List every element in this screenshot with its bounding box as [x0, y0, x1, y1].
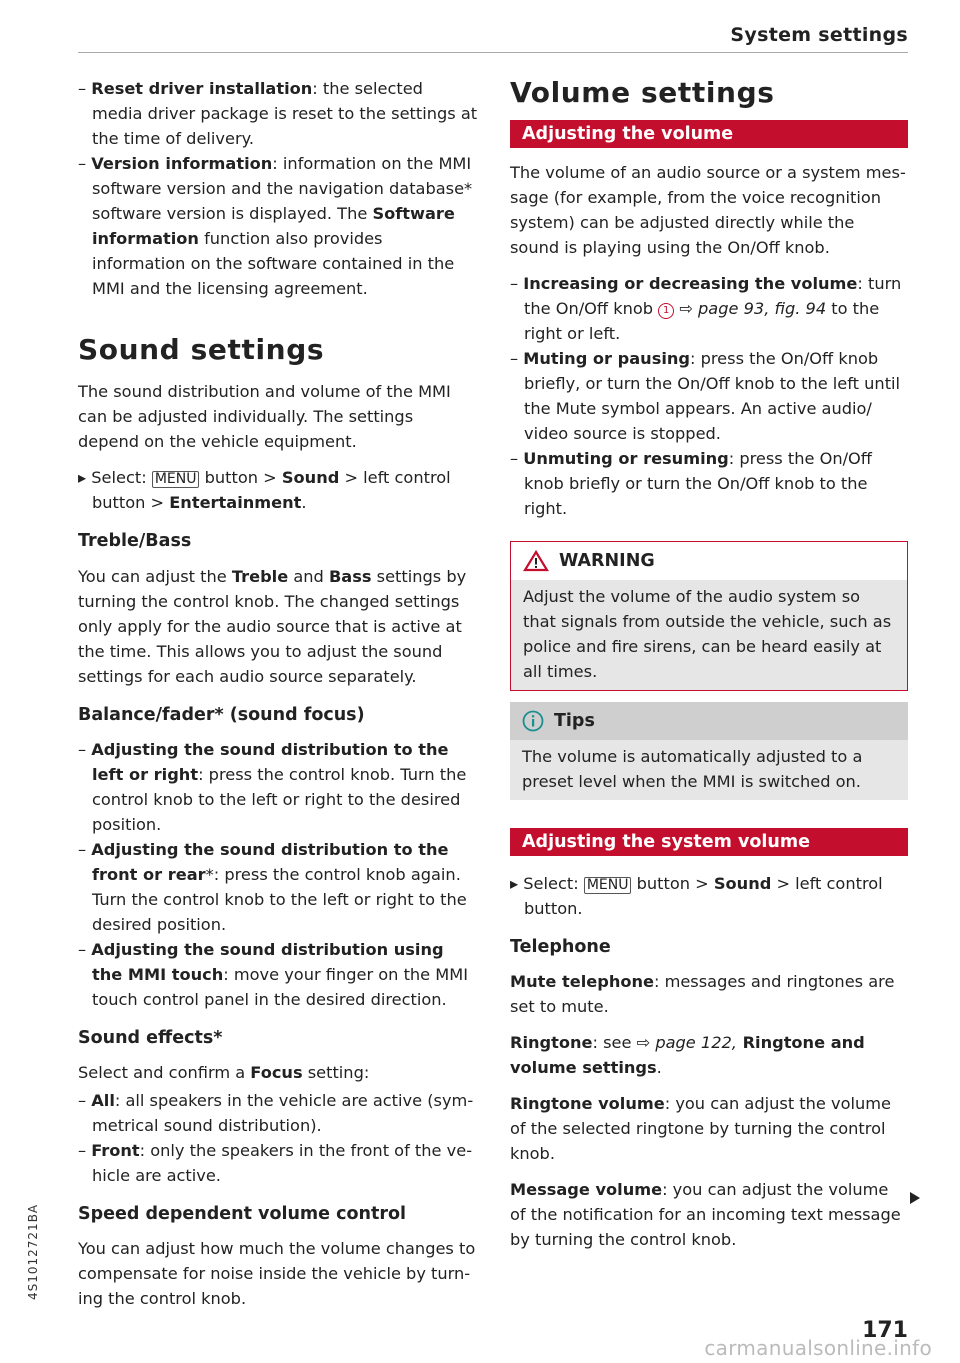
menu-key: MENU: [152, 471, 200, 488]
volume-intro: The volume of an audio source or a system message (for example, from the voice recognition system) can be adjusted directly while the sound is playing using the On/Off knob.: [510, 163, 906, 257]
list-item-mute: – Muting or pausing: press the On/Off knob briefly, or turn the On/Off knob to the left until the Mute symbol appears. An active audio/ video source is stopped.: [510, 349, 901, 443]
tips-header: Tips: [510, 702, 908, 740]
warning-box: [510, 541, 908, 691]
right-column: [510, 76, 908, 1252]
message-volume-text: Message volume: you can adjust the volume of the notification for an incoming text message by turning the control knob.: [510, 1180, 901, 1249]
list-item-increase: – Increasing or decreasing the volume: turn the On/Off knob 1 ⇨ page 93, fig. 94 to the right or left.: [510, 274, 902, 343]
list-item-version: – Version information: information on the MMI software version and the navigation database* software version is displayed. The Software information function also provides information on the software contained in the MMI and the licensing agreement.: [78, 154, 473, 298]
select-instruction: ▸ Select: MENU button > Sound > left control button > Entertainment.: [78, 468, 451, 512]
page-ref-link[interactable]: ⇨ page 93, fig. 94: [674, 299, 827, 318]
list-item-adj-lr: – Adjusting the sound distribution to the left or right: press the control knob. Turn the control knob to the left or right to the desired position.: [78, 740, 467, 834]
list-item-adj-touch: – Adjusting the sound distribution using the MMI touch: move your finger on the MMI touch control panel in the desired direction.: [78, 940, 468, 1009]
warning-icon: [523, 550, 549, 572]
ringtone-page-ref-link[interactable]: ⇨ page 122,: [636, 1033, 737, 1052]
bar-system-volume: Adjusting the system volume: [510, 828, 908, 856]
heading-treble-bass: Treble/Bass: [78, 531, 192, 551]
section-title: System settings: [730, 24, 908, 46]
sound-intro: The sound distribution and volume of the MMI can be adjusted individually. The settings depend on the vehicle equipment.: [78, 382, 451, 451]
system-select-instruction: ▸ Select: MENU button > Sound > left control button.: [510, 874, 883, 918]
warning-body: Adjust the volume of the audio system so that signals from outside the vehicle, such as police and fire sirens, can be heard easily at all times.: [511, 580, 907, 690]
left-column: [78, 76, 478, 1311]
page-number: 171: [862, 1318, 908, 1343]
heading-volume-settings: Volume settings: [510, 76, 775, 109]
tips-body: The volume is automatically adjusted to a preset level when the MMI is switched on.: [522, 747, 863, 791]
continue-arrow-icon: [910, 1192, 920, 1204]
treble-text: You can adjust the Treble and Bass settings by turning the control knob. The changed settings only apply for the audio source that is active at the time. This allows you to adjust the sound settings for each audio source separately.: [78, 567, 467, 686]
tips-box: [510, 702, 908, 800]
list-item-reset: – Reset driver installation: the selected media driver package is reset to the settings at the time of delivery.: [78, 79, 478, 148]
mute-telephone-text: Mute telephone: messages and ringtones are set to mute.: [510, 972, 895, 1016]
term-reset: Reset driver installation: [91, 79, 313, 98]
speed-text: You can adjust how much the volume changes to compensate for noise inside the vehicle by turning the control knob.: [78, 1239, 476, 1308]
list-item-adj-fr: – Adjusting the sound distribution to the front or rear*: press the control knob again. Turn the control knob to the left or right to the desired position.: [78, 840, 467, 934]
term-version: Version information: [91, 154, 273, 173]
menu-key: MENU: [584, 877, 632, 894]
heading-balance: Balance/fader* (sound focus): [78, 705, 365, 725]
heading-sound-effects: Sound effects*: [78, 1028, 223, 1048]
doc-code: 4S1012721BA: [26, 1203, 40, 1300]
heading-speed-volume: Speed dependent volume control: [78, 1204, 407, 1224]
info-icon: [522, 710, 544, 732]
warning-header: WARNING: [511, 542, 907, 580]
list-item-front: – Front: only the speakers in the front of the vehicle are active.: [78, 1141, 473, 1185]
callout-icon: 1: [658, 303, 674, 319]
heading-sound-settings: Sound settings: [78, 333, 325, 366]
watermark: carmanualsonline.info: [704, 1336, 932, 1360]
effects-text: Select and confirm a Focus setting:: [78, 1063, 370, 1082]
heading-telephone: Telephone: [510, 937, 611, 957]
header-rule: [78, 52, 908, 53]
ringtone-volume-text: Ringtone volume: you can adjust the volume of the selected ringtone by turning the control knob.: [510, 1094, 891, 1163]
ringtone-text: Ringtone: see ⇨ page 122, Ringtone and volume settings.: [510, 1033, 865, 1077]
list-item-all: – All: all speakers in the vehicle are active (symmetrical sound distribution).: [78, 1091, 474, 1135]
list-item-unmute: – Unmuting or resuming: press the On/Off knob briefly or turn the On/Off knob to the right.: [510, 449, 872, 518]
bar-adjusting-volume: Adjusting the volume: [510, 120, 908, 148]
